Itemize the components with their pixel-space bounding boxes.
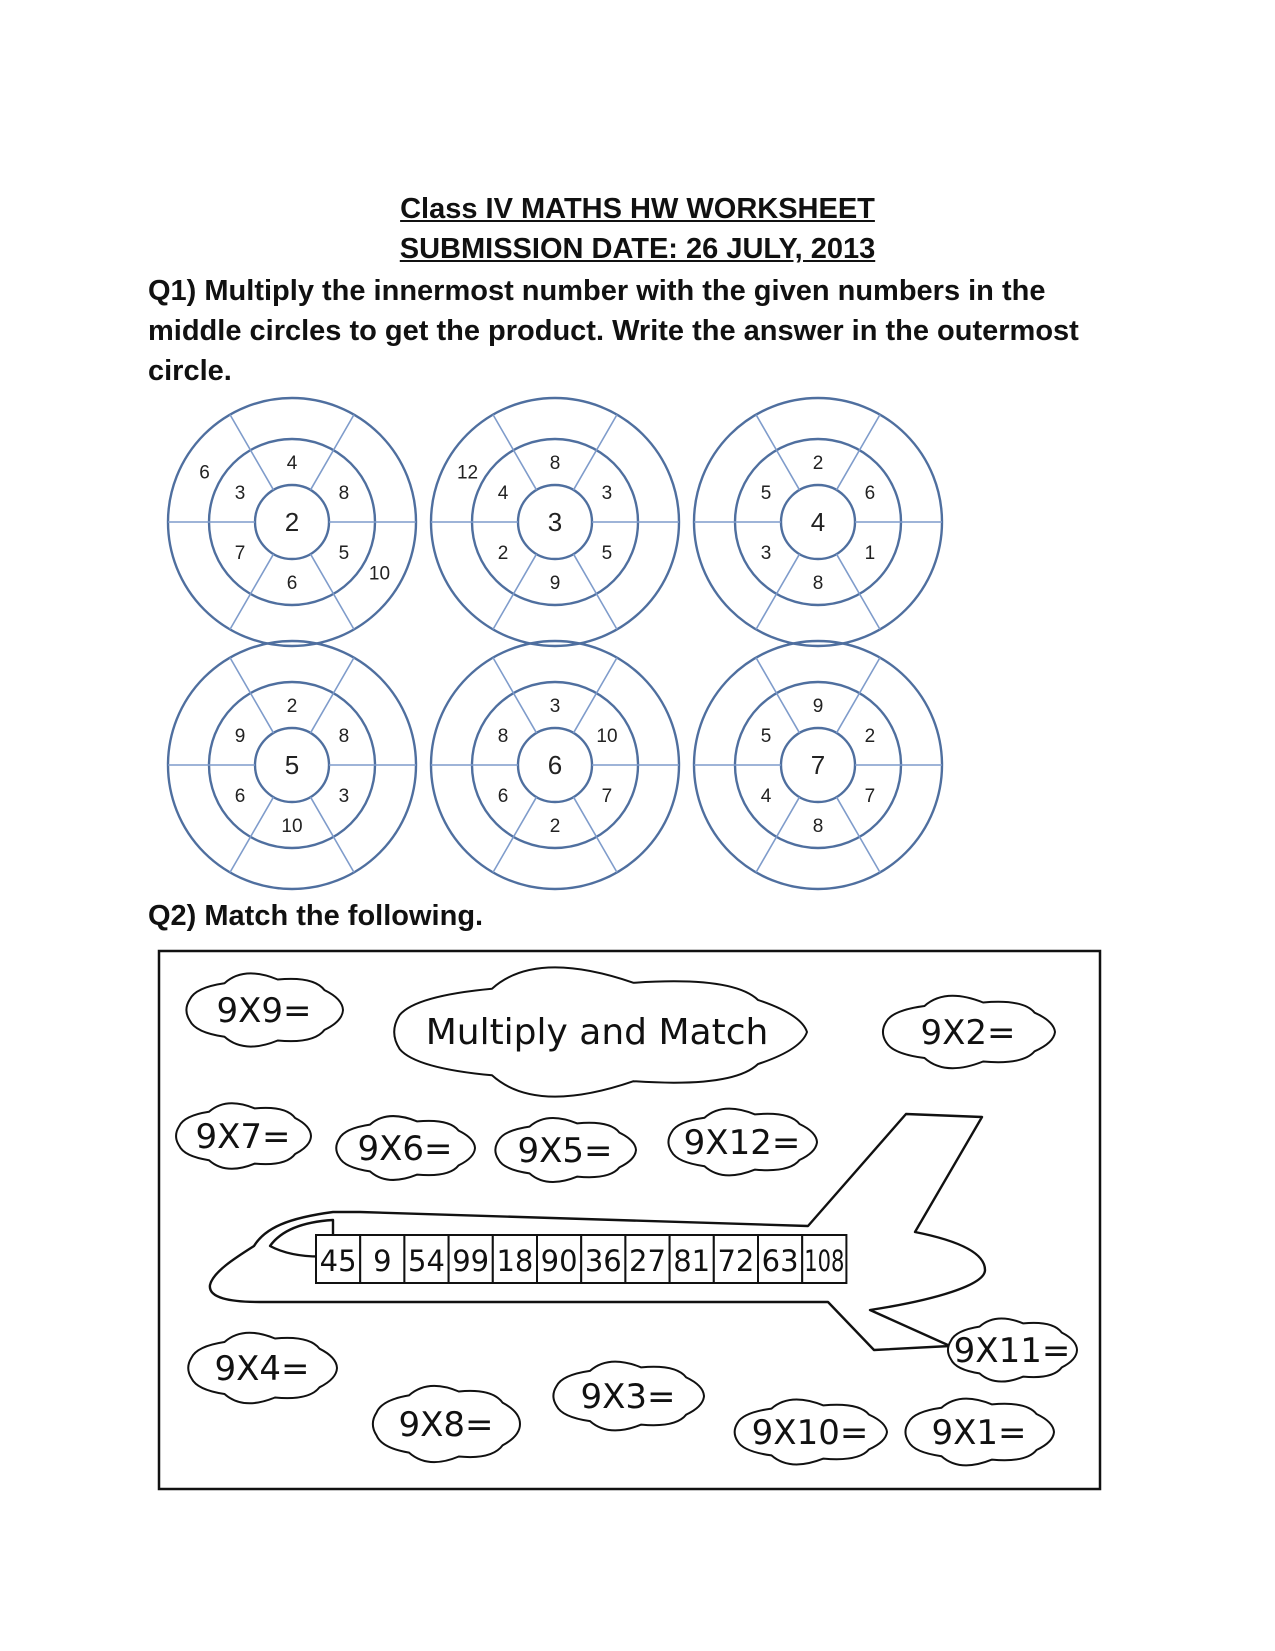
worksheet-title: Class IV MATHS HW WORKSHEET	[400, 193, 875, 225]
wheel-middle-number: 2	[286, 696, 298, 717]
question-text: 9X4=	[214, 1349, 310, 1389]
wheel-middle-number: 3	[338, 786, 350, 807]
wheel-middle-number: 10	[596, 726, 618, 747]
banner-text: Multiply and Match	[425, 1012, 769, 1053]
answer-number: 108	[804, 1244, 845, 1278]
answer-number: 9	[373, 1244, 392, 1278]
wheel-middle-number: 1	[864, 543, 876, 564]
wheel-middle-number: 5	[760, 726, 772, 747]
wheel-middle-number: 8	[549, 453, 561, 474]
answer-number: 63	[761, 1244, 799, 1278]
wheel-middle-number: 2	[864, 726, 876, 747]
question-text: 9X7=	[195, 1117, 291, 1157]
wheel-middle-number: 6	[497, 786, 509, 807]
answer-number: 90	[540, 1244, 578, 1278]
wheel-middle-number: 5	[601, 543, 613, 564]
wheel-middle-number: 5	[760, 483, 772, 504]
wheel-outer-answer: 10	[368, 563, 391, 585]
wheel-middle-number: 7	[601, 786, 613, 807]
wheel-outer-answer: 12	[456, 462, 479, 484]
question-text: 9X12=	[683, 1123, 801, 1163]
answer-number: 36	[584, 1244, 622, 1278]
wheel-middle-number: 9	[812, 696, 824, 717]
wheel-middle-number: 10	[281, 816, 303, 837]
wheel-middle-number: 8	[338, 483, 350, 504]
question-text: 9X10=	[751, 1413, 869, 1453]
wheel-middle-number: 6	[864, 483, 876, 504]
wheel-middle-number: 9	[549, 573, 561, 594]
wheel-middle-number: 6	[286, 573, 298, 594]
wheel-center-number: 7	[810, 750, 826, 780]
question-text: 9X1=	[931, 1413, 1027, 1453]
wheel-center-number: 4	[810, 507, 826, 537]
question-text: 9X9=	[216, 991, 312, 1031]
wheel-center-number: 6	[547, 750, 563, 780]
q1-instruction: Q1) Multiply the innermost number with the given numbers in the middle circles to get the product. Write the answer in the outermost circle.	[148, 275, 1079, 387]
wheel-center-number: 3	[547, 507, 563, 537]
wheel-middle-number: 5	[338, 543, 350, 564]
wheel-middle-number: 2	[549, 816, 561, 837]
wheel-middle-number: 4	[760, 786, 772, 807]
wheel-middle-number: 2	[812, 453, 824, 474]
wheel-middle-number: 6	[234, 786, 246, 807]
wheel-middle-number: 8	[812, 816, 824, 837]
wheel-middle-number: 9	[234, 726, 246, 747]
question-text: 9X11=	[953, 1331, 1071, 1371]
submission-date: SUBMISSION DATE: 26 JULY, 2013	[399, 233, 876, 265]
answer-number: 72	[717, 1244, 755, 1278]
wheel-middle-number: 3	[549, 696, 561, 717]
answer-number: 99	[452, 1244, 490, 1278]
wheel-middle-number: 3	[601, 483, 613, 504]
answer-number: 54	[408, 1244, 445, 1278]
question-text: 9X6=	[357, 1129, 453, 1169]
answer-number: 45	[319, 1244, 357, 1278]
wheel-outer-answer: 6	[199, 462, 210, 484]
wheel-middle-number: 2	[497, 543, 509, 564]
wheel-middle-number: 4	[497, 483, 509, 504]
wheel-middle-number: 4	[286, 453, 298, 474]
wheel-center-number: 5	[284, 750, 300, 780]
question-text: 9X2=	[920, 1013, 1016, 1053]
question-text: 9X8=	[398, 1405, 494, 1445]
answer-number: 81	[673, 1244, 711, 1278]
wheel-middle-number: 3	[760, 543, 772, 564]
wheel-middle-number: 8	[338, 726, 350, 747]
question-text: 9X5=	[517, 1131, 613, 1171]
answer-strip	[316, 1235, 846, 1283]
wheel-middle-number: 8	[497, 726, 509, 747]
wheel-middle-number: 3	[234, 483, 246, 504]
wheel-middle-number: 8	[812, 573, 824, 594]
answer-number: 18	[496, 1244, 534, 1278]
wheel-middle-number: 7	[234, 543, 246, 564]
q2-instruction: Q2) Match the following.	[148, 900, 484, 932]
wheel-center-number: 2	[284, 507, 300, 537]
answer-number: 27	[629, 1244, 666, 1278]
wheel-middle-number: 7	[864, 786, 876, 807]
question-text: 9X3=	[580, 1377, 676, 1417]
